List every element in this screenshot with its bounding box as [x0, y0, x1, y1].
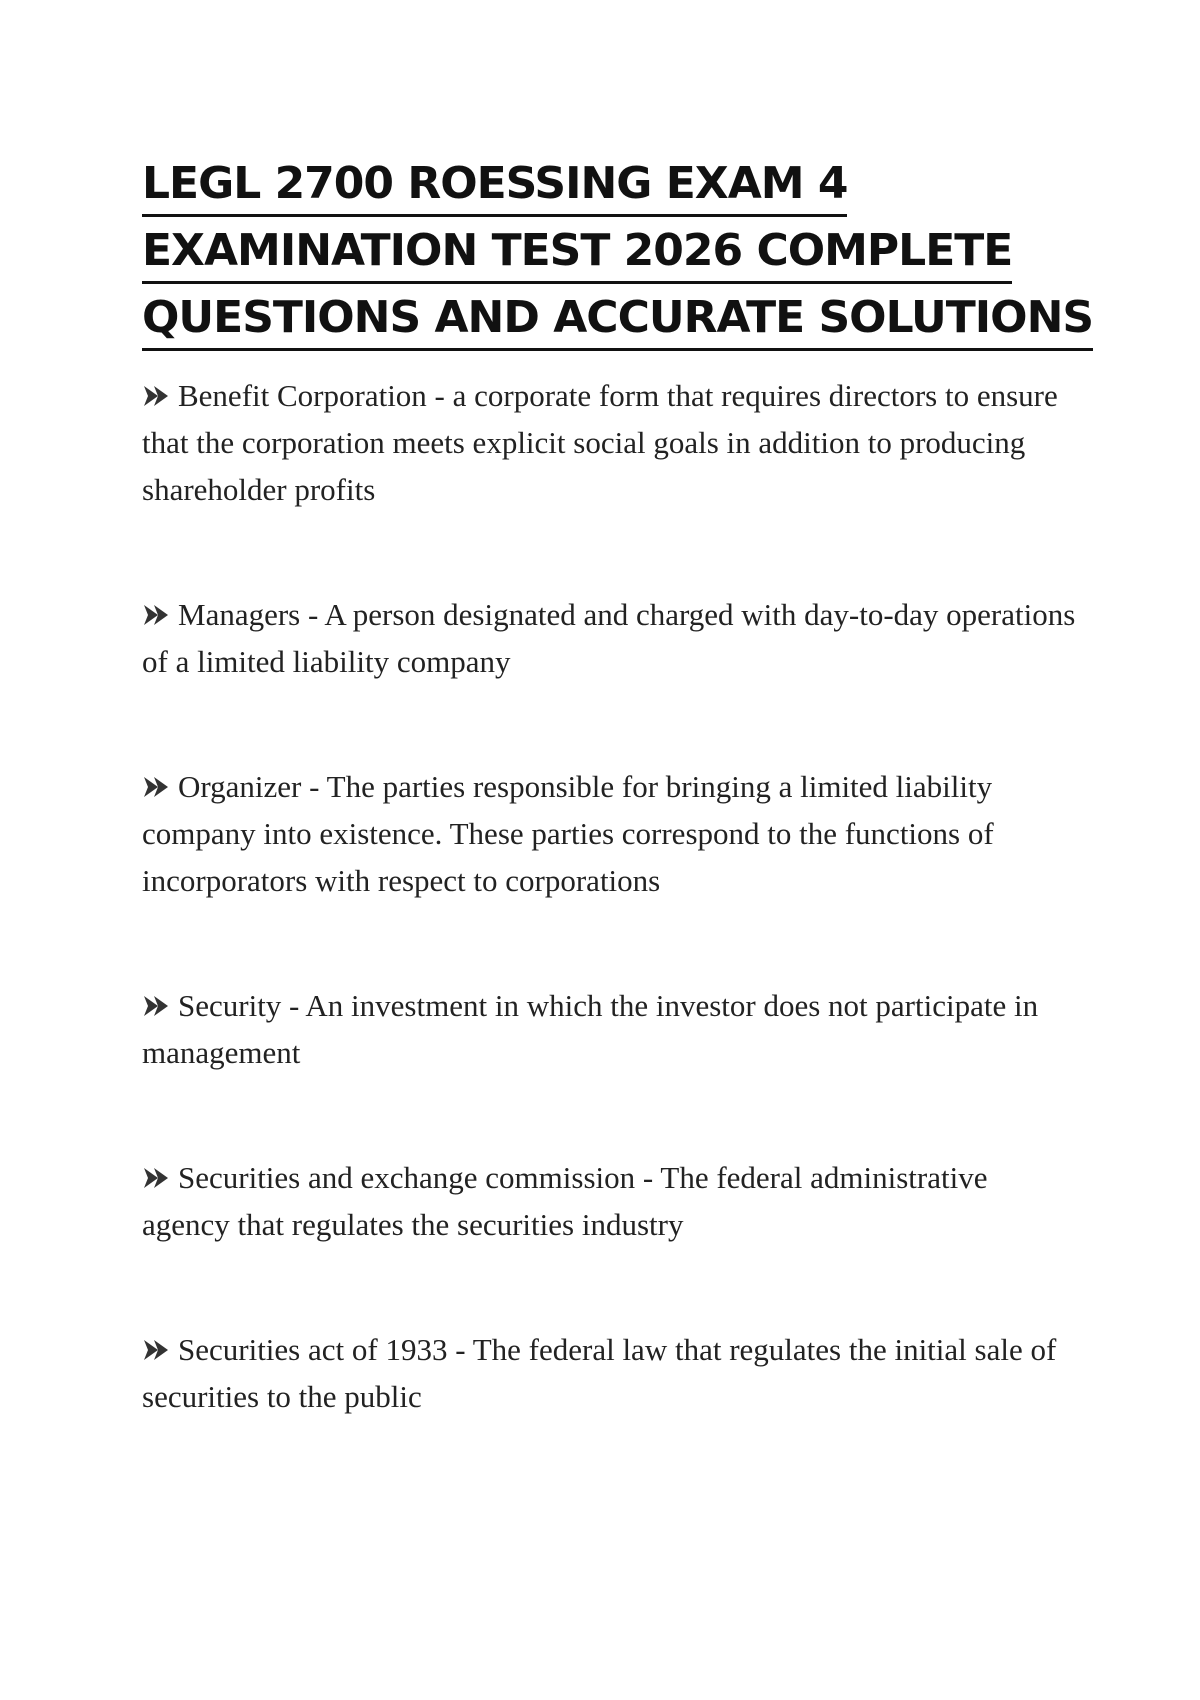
definition-text: Securities act of 1933 - The federal law that regulates the initial sale of securities to the public — [142, 1332, 1057, 1414]
definition-text: Security - An investment in which the investor does not participate in management — [142, 988, 1039, 1070]
definition-text: Benefit Corporation - a corporate form that requires directors to ensure that the corporation meets explicit social goals in addition to producing shareholder profits — [142, 378, 1058, 507]
definition-entry — [142, 372, 1082, 513]
definition-entry — [142, 763, 1082, 904]
double-arrow-bullet-icon — [142, 1166, 172, 1190]
definition-list — [142, 372, 1082, 1498]
title-line: QUESTIONS AND ACCURATE SOLUTIONS — [142, 288, 1093, 351]
double-arrow-bullet-icon — [142, 1338, 172, 1362]
definition-text: Managers - A person designated and charged with day-to-day operations of a limited liability company — [142, 597, 1076, 679]
definition-entry — [142, 1154, 1082, 1248]
double-arrow-bullet-icon — [142, 994, 172, 1018]
document-title — [142, 150, 1094, 351]
title-line: EXAMINATION TEST 2026 COMPLETE — [142, 221, 1012, 284]
definition-entry — [142, 1326, 1082, 1420]
double-arrow-bullet-icon — [142, 775, 172, 799]
definition-entry — [142, 591, 1082, 685]
double-arrow-bullet-icon — [142, 603, 172, 627]
definition-text: Organizer - The parties responsible for bringing a limited liability company into existence. These parties correspond to the functions of incorporators with respect to corporations — [142, 769, 994, 898]
definition-text: Securities and exchange commission - The federal administrative agency that regulates the securities industry — [142, 1160, 988, 1242]
definition-entry — [142, 982, 1082, 1076]
double-arrow-bullet-icon — [142, 384, 172, 408]
title-line: LEGL 2700 ROESSING EXAM 4 — [142, 154, 847, 217]
